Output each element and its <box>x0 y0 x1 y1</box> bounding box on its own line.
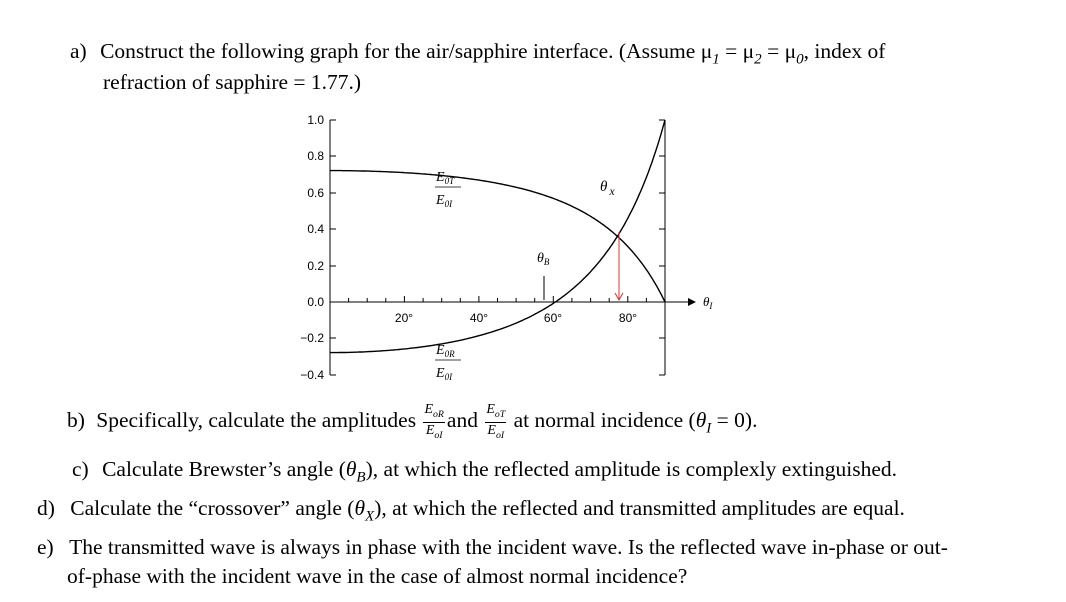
question-c-text1: Calculate Brewster’s angle ( <box>102 457 346 481</box>
mu0-subscript: 0 <box>796 51 804 68</box>
question-a-label: a) <box>70 39 87 63</box>
question-b-text3: = 0). <box>711 408 758 433</box>
theta-x-label: θ $_x$ <box>600 179 615 198</box>
transmission-ratio-label <box>435 170 461 209</box>
question-d-text2: ), at which the reflected and transmitted amplitudes are equal. <box>374 496 905 520</box>
question-d <box>37 495 905 529</box>
theta-x-symbol: θ <box>354 496 365 520</box>
x-tick-label: 80° <box>618 311 638 325</box>
y-tick-label: 1.0 <box>307 113 324 127</box>
y-tick-label: 0.8 <box>307 149 324 163</box>
question-a-line1 <box>70 38 885 72</box>
svg-text:E0I: $E_{0I}$ <box>436 193 453 209</box>
y-tick-label: −0.4 <box>300 368 324 382</box>
question-e-label: e) <box>37 535 54 559</box>
svg-text:E0R: $E_{0R}$ <box>436 343 455 359</box>
theta-b-subscript: B <box>356 469 366 486</box>
y-axis-right <box>659 120 665 375</box>
svg-text:E0I: $E_{0I}$ <box>436 366 453 382</box>
mu0-eq: = μ <box>761 39 797 63</box>
svg-text:E0T: $E_{0T}$ <box>436 170 455 186</box>
question-b-label: b) <box>67 408 85 433</box>
theta-x-subscript: X <box>365 508 375 525</box>
x-tick-label: 20° <box>394 311 414 325</box>
question-a-line2: refraction of sapphire = 1.77.) <box>103 70 362 94</box>
reflection-ratio-label <box>435 343 461 382</box>
question-b <box>67 402 757 445</box>
x-axis-label: $\theta_I$ <box>703 294 713 311</box>
y-tick-label: 0.0 <box>307 295 324 309</box>
transmission-curve <box>330 171 665 302</box>
question-c-label: c) <box>72 457 89 481</box>
y-tick-label: −0.2 <box>300 331 324 345</box>
reflection-ratio-fraction: $\frac{E_{oR}}{E_{oI}}$ <box>424 402 444 441</box>
question-b-and: and <box>446 408 478 433</box>
question-a-line1-end: , index of <box>803 39 886 63</box>
mu1-subscript: 1 <box>712 51 720 68</box>
question-b-text1: Specifically, calculate the amplitudes <box>96 408 417 433</box>
mu2-eq: = μ <box>719 39 755 63</box>
y-tick-label: 0.4 <box>307 222 324 236</box>
question-b-text2: at normal incidence ( <box>513 408 696 433</box>
question-e-line2: of-phase with the incident wave in the case of almost normal incidence? <box>67 564 688 588</box>
x-tick-label: 60° <box>543 311 563 325</box>
reflection-curve <box>330 120 665 353</box>
y-axis-left <box>330 120 336 375</box>
question-d-text1: Calculate the “crossover” angle ( <box>70 496 355 520</box>
theta-i-symbol: θ <box>695 408 707 433</box>
question-e-text1: The transmitted wave is always in phase with the incident wave. Is the reflected wave in-phase or out- <box>69 535 948 559</box>
fresnel-amplitude-graph <box>290 112 713 387</box>
y-tick-label: 0.2 <box>307 259 324 273</box>
y-tick-label: 0.6 <box>307 186 324 200</box>
x-axis-arrowhead <box>688 298 696 306</box>
transmission-ratio-fraction: $\frac{E_{oT}}{E_{oI}}$ <box>486 402 506 441</box>
question-c <box>72 456 897 490</box>
question-c-text2: ), at which the reflected amplitude is complexly extinguished. <box>365 457 897 481</box>
theta-i-subscript: I <box>706 420 712 437</box>
x-axis-ticks <box>349 296 647 302</box>
theta-b-label: $\theta_B$ <box>537 251 550 267</box>
question-d-label: d) <box>37 496 55 520</box>
x-tick-label: 40° <box>469 311 489 325</box>
theta-b-symbol: θ <box>345 457 357 481</box>
question-e-line1 <box>37 534 948 560</box>
question-a-text: Construct the following graph for the air/sapphire interface. (Assume μ <box>100 39 713 63</box>
mu2-subscript: 2 <box>754 51 762 68</box>
